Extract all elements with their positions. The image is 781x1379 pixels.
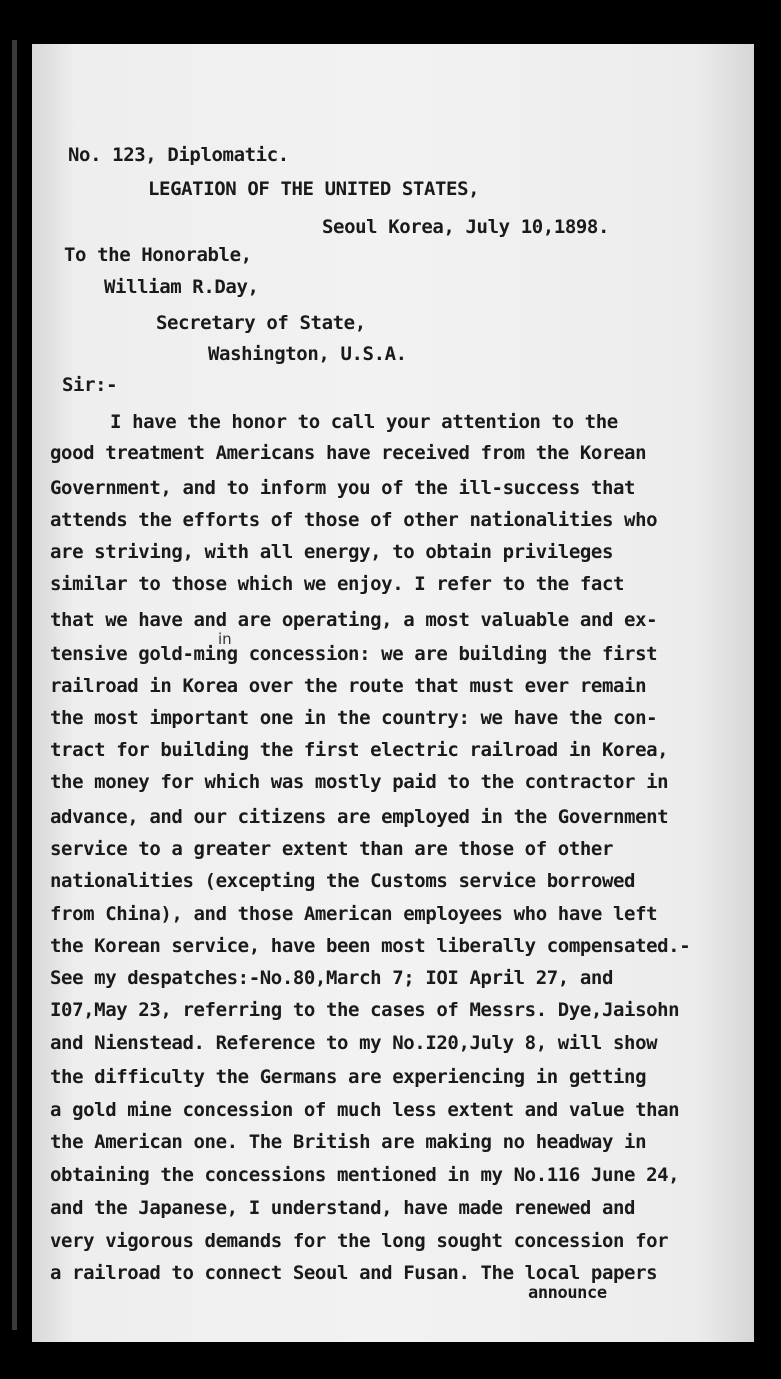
interlineation: in [218,630,232,648]
body-line: a gold mine concession of much less extent and value than [50,1099,680,1121]
body-line: the Korean service, have been most liberally compensated.- [50,935,691,957]
body-line: service to a greater extent than are those of other [50,838,613,860]
recipient-title: Secretary of State, [156,312,366,334]
body-line: the most important one in the country: we have the con- [50,707,658,729]
body-line: similar to those which we enjoy. I refer to the fact [50,573,625,595]
body-line: and Nienstead. Reference to my No.I20,July 8, will show [50,1032,658,1054]
body-line: from China), and those American employees who have left [50,903,658,925]
salutation: Sir:- [62,374,118,396]
body-line: advance, and our citizens are employed in the Government [50,806,669,828]
dispatch-number: No. 123, Diplomatic. [68,144,289,166]
addressee-line: To the Honorable, [64,244,252,266]
body-line: a railroad to connect Seoul and Fusan. The local papers [50,1262,658,1284]
body-line: the difficulty the Germans are experiencing in getting [50,1066,647,1088]
body-line: nationalities (excepting the Customs service borrowed [50,870,636,892]
catchword: announce [528,1283,607,1303]
recipient-name: William R.Day, [104,276,259,298]
body-line: tensive gold-ming concession: we are building the first [50,643,658,665]
body-line: are striving, with all energy, to obtain privileges [50,541,613,563]
body-line: I have the honor to call your attention to the [110,411,618,433]
body-line: and the Japanese, I understand, have made renewed and [50,1197,636,1219]
body-line: very vigorous demands for the long sought concession for [50,1230,669,1252]
body-line: railroad in Korea over the route that must ever remain [50,675,647,697]
body-line: tract for building the first electric railroad in Korea, [50,739,669,761]
body-line: See my despatches:-No.80,March 7; IOI April 27, and [50,967,613,989]
recipient-place: Washington, U.S.A. [208,343,407,365]
body-line: the American one. The British are making no headway in [50,1131,647,1153]
place-and-date: Seoul Korea, July 10,1898. [322,216,610,238]
body-line: obtaining the concessions mentioned in my No.116 June 24, [50,1164,680,1186]
legation-heading: LEGATION OF THE UNITED STATES, [148,178,480,200]
body-line: Government, and to inform you of the ill-success that [50,477,636,499]
body-line: that we have and are operating, a most valuable and ex- [50,609,658,631]
body-line: good treatment Americans have received from the Korean [50,442,647,464]
body-line: the money for which was mostly paid to the contractor in [50,771,669,793]
film-edge [12,40,17,1330]
body-line: attends the efforts of those of other nationalities who [50,509,658,531]
body-line: I07,May 23, referring to the cases of Messrs. Dye,Jaisohn [50,999,680,1021]
